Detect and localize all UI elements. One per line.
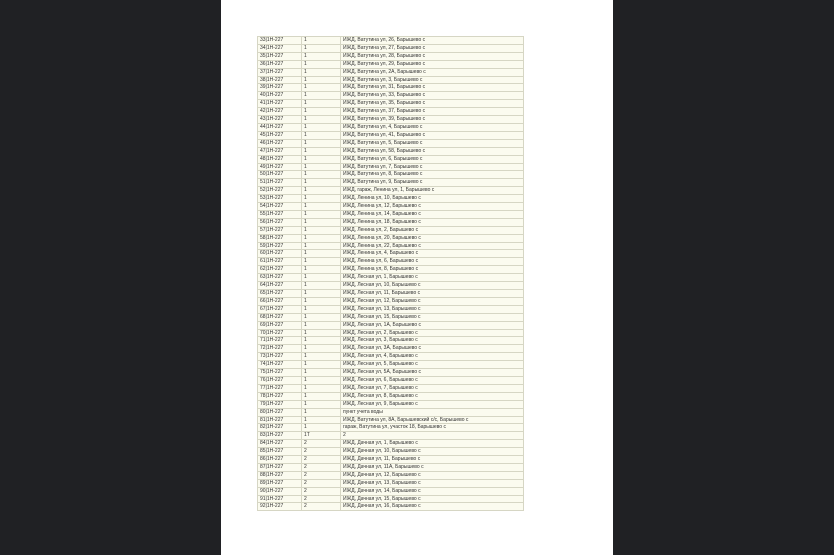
address-cell: ИЖД, Ватутина ул, 58, Барышево с [341,147,524,155]
quantity-cell: 1 [302,234,341,242]
quantity-cell: 1 [302,203,341,211]
table-row [258,131,524,139]
address-cell: гараж, Ватутина ул, участок 18, Барышево с [341,424,524,432]
table-row [258,408,524,416]
address-cell: ИЖД, Дачная ул, 14, Барышево с [341,487,524,495]
table-row [258,116,524,124]
quantity-cell: 1 [302,400,341,408]
table-row [258,187,524,195]
quantity-cell: 1Т [302,432,341,440]
address-cell: ИЖД, Дачная ул, 10, Барышево с [341,448,524,456]
address-cell: ИЖД, Ватутина ул, 28, Барышево с [341,52,524,60]
row-number-cell: 86|1Н-227 [258,456,302,464]
table-row [258,376,524,384]
quantity-cell: 1 [302,155,341,163]
quantity-cell: 2 [302,503,341,511]
address-cell: ИЖД, Ленина ул, 14, Барышево с [341,210,524,218]
table-row [258,76,524,84]
quantity-cell: 1 [302,258,341,266]
quantity-cell: 1 [302,108,341,116]
row-number-cell: 55|1Н-227 [258,210,302,218]
table-row [258,52,524,60]
address-cell: ИЖД, Ватутина ул, 26, Барышево с [341,37,524,45]
table-row [258,305,524,313]
address-cell: ИЖД, Лесная ул, 12, Барышево с [341,297,524,305]
table-row [258,258,524,266]
address-cell: ИЖД, Ватутина ул, 41, Барышево с [341,131,524,139]
table-row [258,242,524,250]
table-row [258,266,524,274]
table-row [258,361,524,369]
address-cell: ИЖД, Дачная ул, 15, Барышево с [341,495,524,503]
quantity-cell: 1 [302,76,341,84]
address-cell: ИЖД, Ленина ул, 12, Барышево с [341,203,524,211]
row-number-cell: 33|1Н-227 [258,37,302,45]
table-row [258,463,524,471]
address-cell: пункт учета воды [341,408,524,416]
row-number-cell: 59|1Н-227 [258,242,302,250]
row-number-cell: 82|1Н-227 [258,424,302,432]
address-cell: ИЖД, Лесная ул, 1, Барышево с [341,274,524,282]
quantity-cell: 1 [302,392,341,400]
quantity-cell: 1 [302,424,341,432]
row-number-cell: 79|1Н-227 [258,400,302,408]
row-number-cell: 56|1Н-227 [258,218,302,226]
quantity-cell: 1 [302,68,341,76]
quantity-cell: 1 [302,321,341,329]
table-row [258,60,524,68]
row-number-cell: 47|1Н-227 [258,147,302,155]
address-cell: ИЖД, Лесная ул, 11, Барышево с [341,290,524,298]
row-number-cell: 68|1Н-227 [258,313,302,321]
quantity-cell: 1 [302,290,341,298]
address-cell: ИЖД, Ватутина ул, 3, Барышево с [341,76,524,84]
quantity-cell: 2 [302,487,341,495]
row-number-cell: 85|1Н-227 [258,448,302,456]
address-cell: ИЖД, Ватутина ул, 39, Барышево с [341,116,524,124]
table-row [258,100,524,108]
table-row [258,195,524,203]
address-cell: ИЖД, Дачная ул, 11, Барышево с [341,456,524,464]
address-cell: ИЖД, Дачная ул, 13, Барышево с [341,479,524,487]
quantity-cell: 1 [302,210,341,218]
quantity-cell: 1 [302,218,341,226]
table-row [258,250,524,258]
row-number-cell: 74|1Н-227 [258,361,302,369]
table-row [258,274,524,282]
table-row [258,495,524,503]
quantity-cell: 1 [302,345,341,353]
address-cell: ИЖД, Лесная ул, 7, Барышево с [341,384,524,392]
address-cell: ИЖД, Лесная ул, 3, Барышево с [341,337,524,345]
address-cell: ИЖД, Лесная ул, 10, Барышево с [341,282,524,290]
address-cell: ИЖД, Ватутина ул, 37, Барышево с [341,108,524,116]
quantity-cell: 1 [302,195,341,203]
address-cell: ИЖД, Дачная ул, 12, Барышево с [341,471,524,479]
table-row [258,210,524,218]
address-cell: ИЖД, Ленина ул, 10, Барышево с [341,195,524,203]
address-cell: ИЖД, Ленина ул, 20, Барышево с [341,234,524,242]
quantity-cell: 1 [302,139,341,147]
quantity-cell: 1 [302,266,341,274]
row-number-cell: 58|1Н-227 [258,234,302,242]
address-cell: ИЖД, Ватутина ул, 6, Барышево с [341,155,524,163]
table-row [258,297,524,305]
address-cell: ИЖД, Ватутина ул, 27, Барышево с [341,44,524,52]
quantity-cell: 1 [302,92,341,100]
row-number-cell: 48|1Н-227 [258,155,302,163]
row-number-cell: 57|1Н-227 [258,226,302,234]
quantity-cell: 1 [302,369,341,377]
row-number-cell: 49|1Н-227 [258,163,302,171]
table-row [258,369,524,377]
table-row [258,234,524,242]
address-cell: ИЖД, гараж, Ленина ул, 1, Барышево с [341,187,524,195]
row-number-cell: 44|1Н-227 [258,123,302,131]
address-cell: ИЖД, Дачная ул, 11А, Барышево с [341,463,524,471]
row-number-cell: 88|1Н-227 [258,471,302,479]
table-row [258,337,524,345]
table-row [258,440,524,448]
row-number-cell: 35|1Н-227 [258,52,302,60]
table-row [258,203,524,211]
table-row [258,171,524,179]
address-cell: ИЖД, Дачная ул, 16, Барышево с [341,503,524,511]
quantity-cell: 1 [302,171,341,179]
address-cell: ИЖД, Ленина ул, 22, Барышево с [341,242,524,250]
table-row [258,218,524,226]
table-row [258,321,524,329]
row-number-cell: 71|1Н-227 [258,337,302,345]
row-number-cell: 39|1Н-227 [258,84,302,92]
quantity-cell: 1 [302,250,341,258]
table-row [258,416,524,424]
quantity-cell: 1 [302,123,341,131]
address-cell: ИЖД, Ватутина ул, 8, Барышево с [341,171,524,179]
address-cell: ИЖД, Ленина ул, 18, Барышево с [341,218,524,226]
row-number-cell: 63|1Н-227 [258,274,302,282]
address-cell: ИЖД, Ватутина ул, 2А, Барышево с [341,68,524,76]
row-number-cell: 72|1Н-227 [258,345,302,353]
quantity-cell: 1 [302,361,341,369]
document-page [221,0,613,555]
table-row [258,282,524,290]
quantity-cell: 1 [302,282,341,290]
quantity-cell: 2 [302,448,341,456]
address-cell: ИЖД, Ватутина ул, 35, Барышево с [341,100,524,108]
row-number-cell: 81|1Н-227 [258,416,302,424]
row-number-cell: 52|1Н-227 [258,187,302,195]
row-number-cell: 45|1Н-227 [258,131,302,139]
quantity-cell: 1 [302,242,341,250]
quantity-cell: 1 [302,147,341,155]
table-row [258,123,524,131]
quantity-cell: 1 [302,408,341,416]
table-row [258,68,524,76]
quantity-cell: 1 [302,376,341,384]
row-number-cell: 54|1Н-227 [258,203,302,211]
row-number-cell: 53|1Н-227 [258,195,302,203]
row-number-cell: 90|1Н-227 [258,487,302,495]
row-number-cell: 64|1Н-227 [258,282,302,290]
quantity-cell: 1 [302,305,341,313]
row-number-cell: 83|1Н-227 [258,432,302,440]
table-row [258,226,524,234]
quantity-cell: 1 [302,187,341,195]
address-cell: 2 [341,432,524,440]
address-cell: ИЖД, Дачная ул, 1, Барышево с [341,440,524,448]
address-cell: ИЖД, Ленина ул, 6, Барышево с [341,258,524,266]
address-cell: ИЖД, Ленина ул, 8, Барышево с [341,266,524,274]
table-row [258,163,524,171]
address-cell: ИЖД, Лесная ул, 5, Барышево с [341,361,524,369]
quantity-cell: 1 [302,84,341,92]
quantity-cell: 1 [302,100,341,108]
row-number-cell: 87|1Н-227 [258,463,302,471]
quantity-cell: 2 [302,440,341,448]
address-cell: ИЖД, Лесная ул, 5А, Барышево с [341,369,524,377]
address-cell: ИЖД, Лесная ул, 9, Барышево с [341,400,524,408]
row-number-cell: 91|1Н-227 [258,495,302,503]
row-number-cell: 92|1Н-227 [258,503,302,511]
quantity-cell: 1 [302,416,341,424]
row-number-cell: 89|1Н-227 [258,479,302,487]
row-number-cell: 66|1Н-227 [258,297,302,305]
address-cell: ИЖД, Лесная ул, 1А, Барышево с [341,321,524,329]
table-row [258,392,524,400]
address-cell: ИЖД, Ватутина ул, 8А, Барышевский с/с, Барышево с [341,416,524,424]
row-number-cell: 60|1Н-227 [258,250,302,258]
quantity-cell: 1 [302,52,341,60]
row-number-cell: 41|1Н-227 [258,100,302,108]
table-row [258,155,524,163]
quantity-cell: 1 [302,313,341,321]
address-cell: ИЖД, Ватутина ул, 4, Барышево с [341,123,524,131]
row-number-cell: 62|1Н-227 [258,266,302,274]
address-cell: ИЖД, Лесная ул, 15, Барышево с [341,313,524,321]
table-row [258,139,524,147]
table-row [258,448,524,456]
table-row [258,313,524,321]
table-row [258,44,524,52]
table-row [258,345,524,353]
table-row [258,290,524,298]
address-cell: ИЖД, Лесная ул, 2, Барышево с [341,329,524,337]
table-row [258,353,524,361]
table-row [258,92,524,100]
table-row [258,503,524,511]
row-number-cell: 67|1Н-227 [258,305,302,313]
address-cell: ИЖД, Лесная ул, 6, Барышево с [341,376,524,384]
quantity-cell: 1 [302,163,341,171]
table-row [258,400,524,408]
row-number-cell: 65|1Н-227 [258,290,302,298]
table-row [258,84,524,92]
table-row [258,329,524,337]
table-row [258,108,524,116]
quantity-cell: 1 [302,329,341,337]
row-number-cell: 84|1Н-227 [258,440,302,448]
address-cell: ИЖД, Ватутина ул, 29, Барышево с [341,60,524,68]
quantity-cell: 2 [302,456,341,464]
row-number-cell: 77|1Н-227 [258,384,302,392]
quantity-cell: 1 [302,384,341,392]
row-number-cell: 38|1Н-227 [258,76,302,84]
quantity-cell: 1 [302,337,341,345]
table-row [258,471,524,479]
quantity-cell: 2 [302,495,341,503]
quantity-cell: 1 [302,131,341,139]
row-number-cell: 36|1Н-227 [258,60,302,68]
row-number-cell: 73|1Н-227 [258,353,302,361]
table-row [258,487,524,495]
row-number-cell: 69|1Н-227 [258,321,302,329]
row-number-cell: 40|1Н-227 [258,92,302,100]
quantity-cell: 1 [302,116,341,124]
row-number-cell: 37|1Н-227 [258,68,302,76]
quantity-cell: 2 [302,471,341,479]
table-row [258,147,524,155]
address-table [257,36,524,511]
table-row [258,384,524,392]
table-row [258,179,524,187]
address-cell: ИЖД, Ленина ул, 4, Барышево с [341,250,524,258]
quantity-cell: 1 [302,179,341,187]
quantity-cell: 2 [302,479,341,487]
address-cell: ИЖД, Лесная ул, 4, Барышево с [341,353,524,361]
row-number-cell: 76|1Н-227 [258,376,302,384]
table-row [258,456,524,464]
table-row [258,479,524,487]
table-row [258,37,524,45]
table-body [258,37,524,511]
row-number-cell: 43|1Н-227 [258,116,302,124]
quantity-cell: 1 [302,297,341,305]
address-cell: ИЖД, Ватутина ул, 5, Барышево с [341,139,524,147]
row-number-cell: 75|1Н-227 [258,369,302,377]
quantity-cell: 1 [302,274,341,282]
address-cell: ИЖД, Ватутина ул, 9, Барышево с [341,179,524,187]
table-row [258,432,524,440]
address-cell: ИЖД, Лесная ул, 3А, Барышево с [341,345,524,353]
row-number-cell: 80|1Н-227 [258,408,302,416]
row-number-cell: 78|1Н-227 [258,392,302,400]
quantity-cell: 1 [302,226,341,234]
quantity-cell: 1 [302,44,341,52]
row-number-cell: 46|1Н-227 [258,139,302,147]
row-number-cell: 61|1Н-227 [258,258,302,266]
address-cell: ИЖД, Ватутина ул, 33, Барышево с [341,92,524,100]
row-number-cell: 34|1Н-227 [258,44,302,52]
quantity-cell: 1 [302,37,341,45]
row-number-cell: 51|1Н-227 [258,179,302,187]
table-row [258,424,524,432]
address-cell: ИЖД, Лесная ул, 8, Барышево с [341,392,524,400]
row-number-cell: 42|1Н-227 [258,108,302,116]
address-cell: ИЖД, Ленина ул, 2, Барышево с [341,226,524,234]
quantity-cell: 1 [302,353,341,361]
address-cell: ИЖД, Ватутина ул, 31, Барышево с [341,84,524,92]
address-cell: ИЖД, Лесная ул, 13, Барышево с [341,305,524,313]
address-cell: ИЖД, Ватутина ул, 7, Барышево с [341,163,524,171]
quantity-cell: 2 [302,463,341,471]
quantity-cell: 1 [302,60,341,68]
row-number-cell: 70|1Н-227 [258,329,302,337]
row-number-cell: 50|1Н-227 [258,171,302,179]
